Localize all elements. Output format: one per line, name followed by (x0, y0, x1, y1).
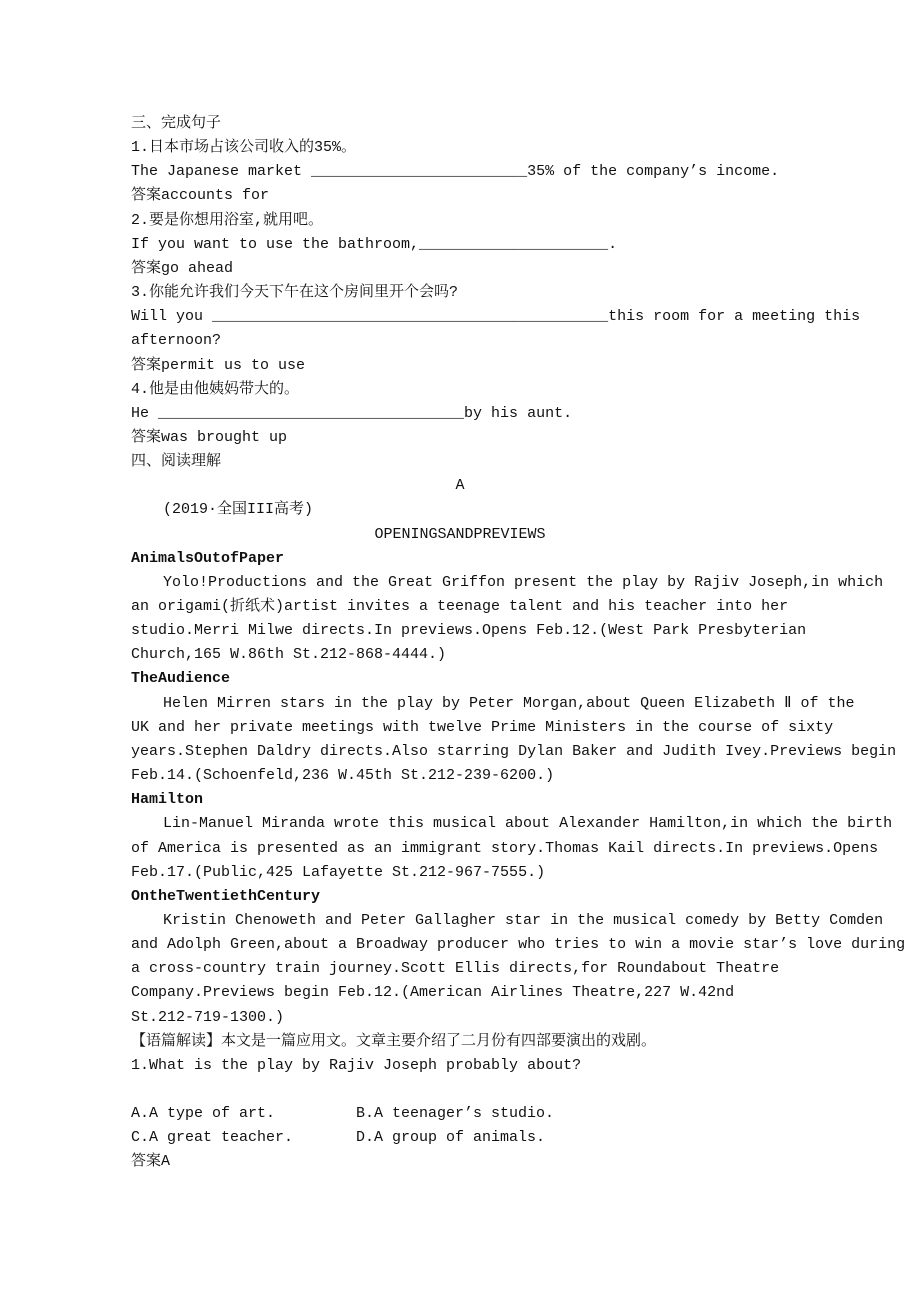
centered-title (0, 525, 920, 545)
text-line (131, 935, 905, 955)
line-text: St.212-719-1300.) (131, 1008, 285, 1026)
centered-title (0, 476, 920, 496)
line-text: Helen Mirren stars in the play by Peter Morgan,about Queen Elizabeth Ⅱ of the (163, 694, 855, 712)
line-text: Church,165 W.86th St.212-868-4444.) (131, 646, 447, 664)
text-line (131, 211, 323, 231)
text-line (131, 742, 896, 762)
line-text: OPENINGSANDPREVIEWS (374, 525, 546, 543)
text-line (131, 718, 833, 738)
text-line (131, 1056, 581, 1076)
line-text: The Japanese market ________________________35% of the company’s income. (131, 163, 780, 181)
line-text: 3.你能允许我们今天下午在这个房间里开个会吗? (131, 284, 459, 302)
option-text: D.A group of animals. (356, 1129, 546, 1147)
text-line (131, 597, 788, 617)
line-text: Feb.14.(Schoenfeld,236 W.45th St.212-239-6200.) (131, 767, 555, 785)
text-line (131, 356, 305, 376)
text-line (163, 911, 883, 931)
line-text: Yolo!Productions and the Great Griffon present the play by Rajiv Joseph,in which (163, 573, 884, 591)
line-text: TheAudience (131, 670, 231, 688)
line-text: (2019·全国III高考) (163, 501, 314, 519)
line-text: UK and her private meetings with twelve Prime Ministers in the course of sixty (131, 718, 834, 736)
text-line (131, 162, 779, 182)
line-text: 答案permit us to use (131, 356, 306, 374)
line-text: 【语篇解读】本文是一篇应用文。文章主要介绍了二月份有四部要演出的戏剧。 (131, 1032, 657, 1050)
text-line (131, 1128, 546, 1148)
line-text: of America is presented as an immigrant story.Thomas Kail directs.In previews.Opens (131, 839, 879, 857)
text-line (131, 331, 221, 351)
section-heading (131, 887, 320, 907)
line-text: afternoon? (131, 332, 222, 350)
line-text: studio.Merri Milwe directs.In previews.Opens Feb.12.(West Park Presbyterian (131, 622, 807, 640)
line-text: 答案accounts for (131, 187, 270, 205)
text-line (131, 138, 356, 158)
text-line (163, 694, 855, 714)
line-text: 答案go ahead (131, 259, 234, 277)
text-line (163, 500, 313, 520)
text-line (131, 235, 617, 255)
line-text: years.Stephen Daldry directs.Also starring Dylan Baker and Judith Ivey.Previews begin (131, 742, 897, 760)
line-text: AnimalsOutofPaper (131, 549, 285, 567)
line-text: Lin-Manuel Miranda wrote this musical about Alexander Hamilton,in which the birth (163, 815, 893, 833)
text-line (163, 814, 892, 834)
line-text: 答案A (131, 1153, 171, 1171)
text-line (131, 839, 878, 859)
text-line (131, 1152, 170, 1172)
line-text: 三、完成句子 (131, 115, 222, 132)
line-text: Kristin Chenoweth and Peter Gallagher star in the musical comedy by Betty Comden (163, 911, 884, 929)
text-line (131, 283, 458, 303)
section-heading (131, 790, 203, 810)
text-line (131, 863, 545, 883)
text-line (131, 307, 860, 327)
line-text: He __________________________________by his aunt. (131, 404, 573, 422)
line-text: Feb.17.(Public,425 Lafayette St.212-967-7555.) (131, 863, 546, 881)
text-line (131, 428, 287, 448)
text-line (131, 452, 221, 472)
line-text: 答案was brought up (131, 428, 288, 446)
line-text: C.A great teacher. (131, 1129, 294, 1147)
line-text: OntheTwentiethCentury (131, 887, 321, 905)
line-text: 4.他是由他姨妈带大的。 (131, 380, 300, 398)
line-text: 2.要是你想用浴室,就用吧。 (131, 211, 324, 229)
text-line (163, 573, 883, 593)
line-text: an origami(折纸术)artist invites a teenage talent and his teacher into her (131, 598, 789, 615)
text-line (131, 959, 779, 979)
line-text: Hamilton (131, 791, 204, 809)
line-text: 1.日本市场占该公司收入的35%。 (131, 139, 357, 157)
text-line (131, 114, 221, 134)
text-line (131, 1008, 284, 1028)
text-line (131, 259, 233, 279)
option-text: B.A teenager’s studio. (356, 1105, 555, 1123)
text-line (131, 621, 806, 641)
text-line (131, 186, 269, 206)
text-line (131, 983, 734, 1003)
text-line (131, 766, 554, 786)
text-line (131, 645, 446, 665)
line-text: Will you ____________________________________________this room for a meeting this (131, 308, 861, 326)
line-text: A (455, 477, 465, 495)
line-text: and Adolph Green,about a Broadway producer who tries to win a movie star’s love during (131, 936, 906, 954)
text-line (131, 1104, 555, 1124)
text-line (131, 1032, 656, 1052)
line-text: 四、阅读理解 (131, 453, 222, 471)
section-heading (131, 549, 284, 569)
line-text: Company.Previews begin Feb.12.(American Airlines Theatre,227 W.42nd (131, 984, 735, 1002)
section-heading (131, 669, 230, 689)
line-text: If you want to use the bathroom,_____________________. (131, 235, 618, 253)
text-line (131, 380, 299, 400)
line-text: a cross-country train journey.Scott Ellis directs,for Roundabout Theatre (131, 960, 780, 978)
line-text: 1.What is the play by Rajiv Joseph probably about? (131, 1056, 582, 1074)
line-text: A.A type of art. (131, 1105, 276, 1123)
text-line (131, 404, 572, 424)
